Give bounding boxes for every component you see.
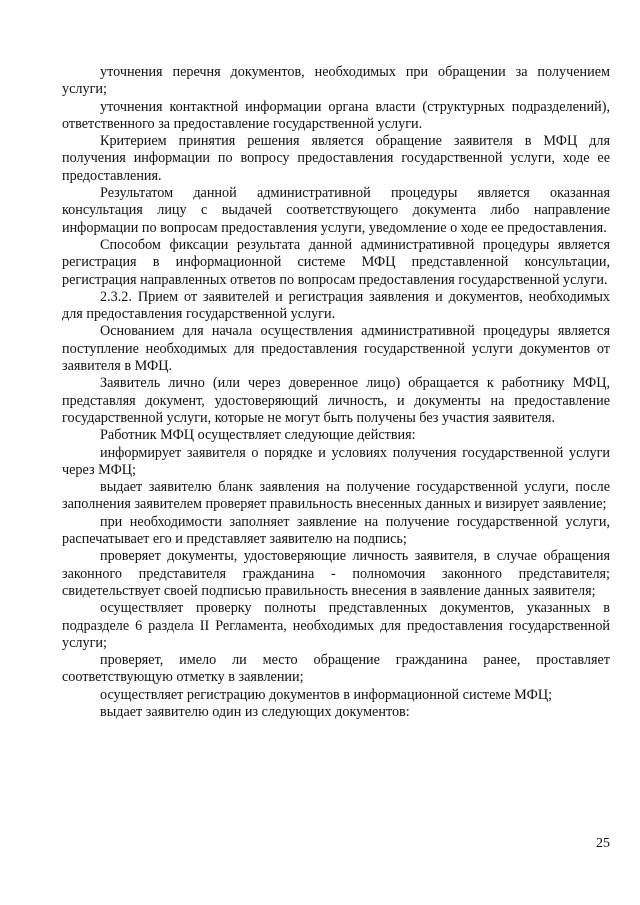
- paragraph-3: Критерием принятия решения является обращение заявителя в МФЦ для получения информации по вопросу предоставления государственной услуги, ходе ее предоставления.: [62, 133, 610, 184]
- list-item-2: выдает заявителю бланк заявления на получение государственной услуги, после заполнения заявителем проверяет правильность внесенных данных и визирует заявление;: [62, 479, 610, 513]
- paragraph-9: Работник МФЦ осуществляет следующие действия:: [100, 427, 416, 444]
- list-item-3: при необходимости заполняет заявление на получение государственной услуги, распечатывает его и представляет заявителю на подпись;: [62, 513, 610, 548]
- list-item-8: выдает заявителю один из следующих документов:: [100, 703, 410, 720]
- paragraph-7: Основанием для начала осуществления административной процедуры является поступление необходимых для предоставления государственной услуги документов от заявителя в МФЦ.: [62, 323, 610, 375]
- list-item-7: осуществляет регистрацию документов в информационной системе МФЦ;: [100, 686, 553, 703]
- list-item-1: информирует заявителя о порядке и условиях получения государственной услуги через МФЦ;: [62, 444, 610, 478]
- page-number: 25: [596, 836, 610, 851]
- paragraph-1: уточнения перечня документов, необходимых при обращении за получением услуги;: [62, 64, 610, 98]
- paragraph-2: уточнения контактной информации органа власти (структурных подразделений), ответственного за предоставление государственной услуги.: [62, 98, 610, 132]
- paragraph-8: Заявитель лично (или через доверенное лицо) обращается к работнику МФЦ, представляя документ, удостоверяющий личность, и документы на предоставление государственной услуги, которые не могут быть получены без участия заявителя.: [62, 375, 610, 426]
- list-item-6: проверяет, имело ли место обращение гражданина ранее, проставляет соответствующую отметку в заявлении;: [62, 652, 610, 686]
- document-body: [62, 64, 610, 721]
- list-item-4: проверяет документы, удостоверяющие личность заявителя, в случае обращения законного представителя гражданина - полномочия законного представителя; свидетельствует своей подписью правильность внесения в заявление данных заявителя;: [62, 548, 610, 599]
- paragraph-4: Результатом данной административной процедуры является оказанная консультация лицу с выдачей соответствующего документа либо направление информации по вопросам предоставления услуги, уведомление о ходе ее предоставления.: [62, 185, 610, 236]
- list-item-5: осуществляет проверку полноты представленных документов, указанных в подразделе 6 раздела II Регламента, необходимых для предоставления государственной услуги;: [62, 600, 610, 651]
- section-2-3-2-heading: 2.3.2. Прием от заявителей и регистрация заявления и документов, необходимых для предоставления государственной услуги.: [62, 288, 610, 323]
- paragraph-5: Способом фиксации результата данной административной процедуры является регистрация в информационной системе МФЦ представленной консультации, регистрация направленных ответов по вопросам предоставления государственной услуги.: [62, 236, 610, 288]
